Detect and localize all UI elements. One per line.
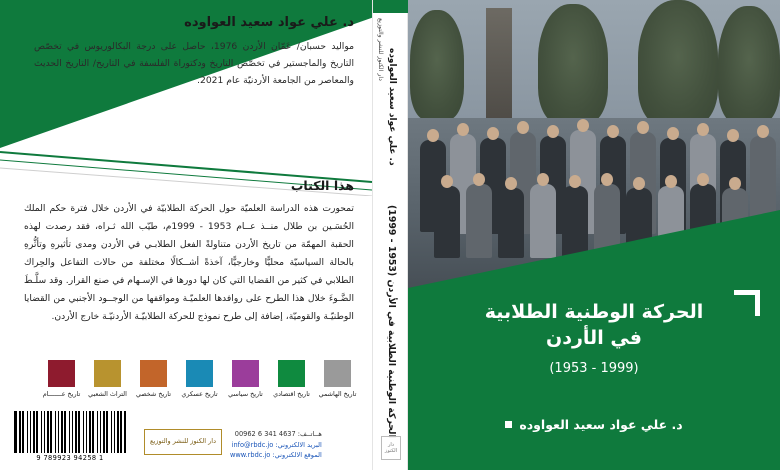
swatch-label: تاريخ شخصي [135,389,172,398]
photo-figure [498,188,524,258]
author-block [34,14,354,89]
isbn-number: 9 789923 94258 1 [36,454,104,462]
photo-figure [434,186,460,258]
swatch-color-box [140,360,167,387]
front-title-block [408,300,780,376]
swatch-label: تاريخ عـــــــام [42,389,81,398]
photo-figure [562,186,588,258]
publisher-email: البريد الالكتروني: info@rbdc.jo [231,440,322,449]
photo-tree [638,0,718,126]
swatch-color-box [324,360,351,387]
book-spine [372,0,408,470]
front-author-row [408,417,780,432]
author-name: د. علي عواد سعيد العواوده [184,15,354,30]
photo-tree [410,10,464,120]
publisher-block [144,429,354,460]
spine-text-group [373,0,409,470]
swatch-color-box [186,360,213,387]
category-swatch-list [41,360,358,398]
category-swatch [179,360,220,398]
swatch-label: تاريخ اقتصادي [273,389,310,398]
category-swatch [41,360,82,398]
swatch-color-box [232,360,259,387]
swatch-color-box [94,360,121,387]
swatch-label: تاريخ الهاشمي [318,389,357,398]
category-swatch [87,360,128,398]
category-swatch [271,360,312,398]
swatch-color-box [48,360,75,387]
category-swatch [133,360,174,398]
barcode-bars [14,411,126,453]
front-author-name: د. علي عواد سعيد العواوده [519,417,683,432]
publisher-website: الموقع الالكتروني: www.rbdc.jo [230,450,322,459]
spine-title: الحركة الوطنية الطلابية في الأردن (1953 - 1999) [386,205,397,438]
photo-figure [530,184,556,258]
photo-figure [466,184,492,258]
book-description: تمحورت هذه الدراسة العلميّة حول الحركة الطلابيّة في الأردن خلال فترة حكم الملك الحُسَـين بن طلال منــذ عــام 1953 - 1999م، طيّب الله ثـراه، فقد رصدت لهذه الحقبة المهمّة من تاريخ الأردن متناولةً الفعل الطلابـي في الأردن ومدى تأثيرهِ وتأثُّرهِ بالحالة السياسيّة محليًّا وخارجيًّا، آخذةً أشــكالًا مختلفة من حالات التفاعل والحِراك الطلابي في كثير من القضايا التي كان لها دورها في الإسـهام في صنع القرار. وقد سلَّـطَ الضَّـوءَ خلال هذا الطرح على روافدها العلميّـة ومواقفها من الوجــود الأجنبي من القضايا الوطنيّـة والقوميّة، إضافة إلى طرح نموذج للحركة الطلابيّـة الأردنيّـة خارج الأردن. [24,203,355,322]
category-swatch [317,360,358,398]
swatch-color-box [278,360,305,387]
swatch-label: تاريخ سياسي [228,389,263,398]
author-bio: مواليد حسبان/ عَمّان الأردن 1976، حاصل على درجة البكالوريوس في تخصّص التاريخ والماجستير في تخصّص التاريخ ودكتوراة الفلسفة في التاريخ/ التاريخ الحديث والمعاصر من الجامعة الأردنيّة عام 2021. [34,41,354,87]
photo-tree [718,6,780,124]
book-description-section [24,178,354,326]
front-title-years: (1953 - 1999) [549,361,639,377]
front-title-line-1: الحركة الوطنية الطلابية [484,301,704,323]
spine-author: د. علي عواد سعيد العواوده [387,48,397,166]
square-bullet-icon [505,421,512,428]
photo-tree [538,4,608,124]
publisher-logo: دار الكنوز للنشر والتوزيع [144,429,222,455]
book-section-title: هذا الكتاب [290,178,354,193]
publisher-phone: هــاتــف: 4637 341 6 00962 [234,430,322,439]
back-cover [0,0,372,470]
front-cover [408,0,780,470]
swatch-label: تاريخ عسكري [181,389,218,398]
isbn-barcode [14,411,126,462]
publisher-contact [230,429,322,460]
front-title-line-2: في الأردن [546,326,642,349]
spine-publisher: دار الكنوز للنشر والتوزيع [377,18,384,81]
category-swatch [225,360,266,398]
spine-publisher-logo: دار الكنوز [381,436,401,460]
photo-monument [486,8,512,126]
swatch-label: التراث الشعبي [88,389,127,398]
